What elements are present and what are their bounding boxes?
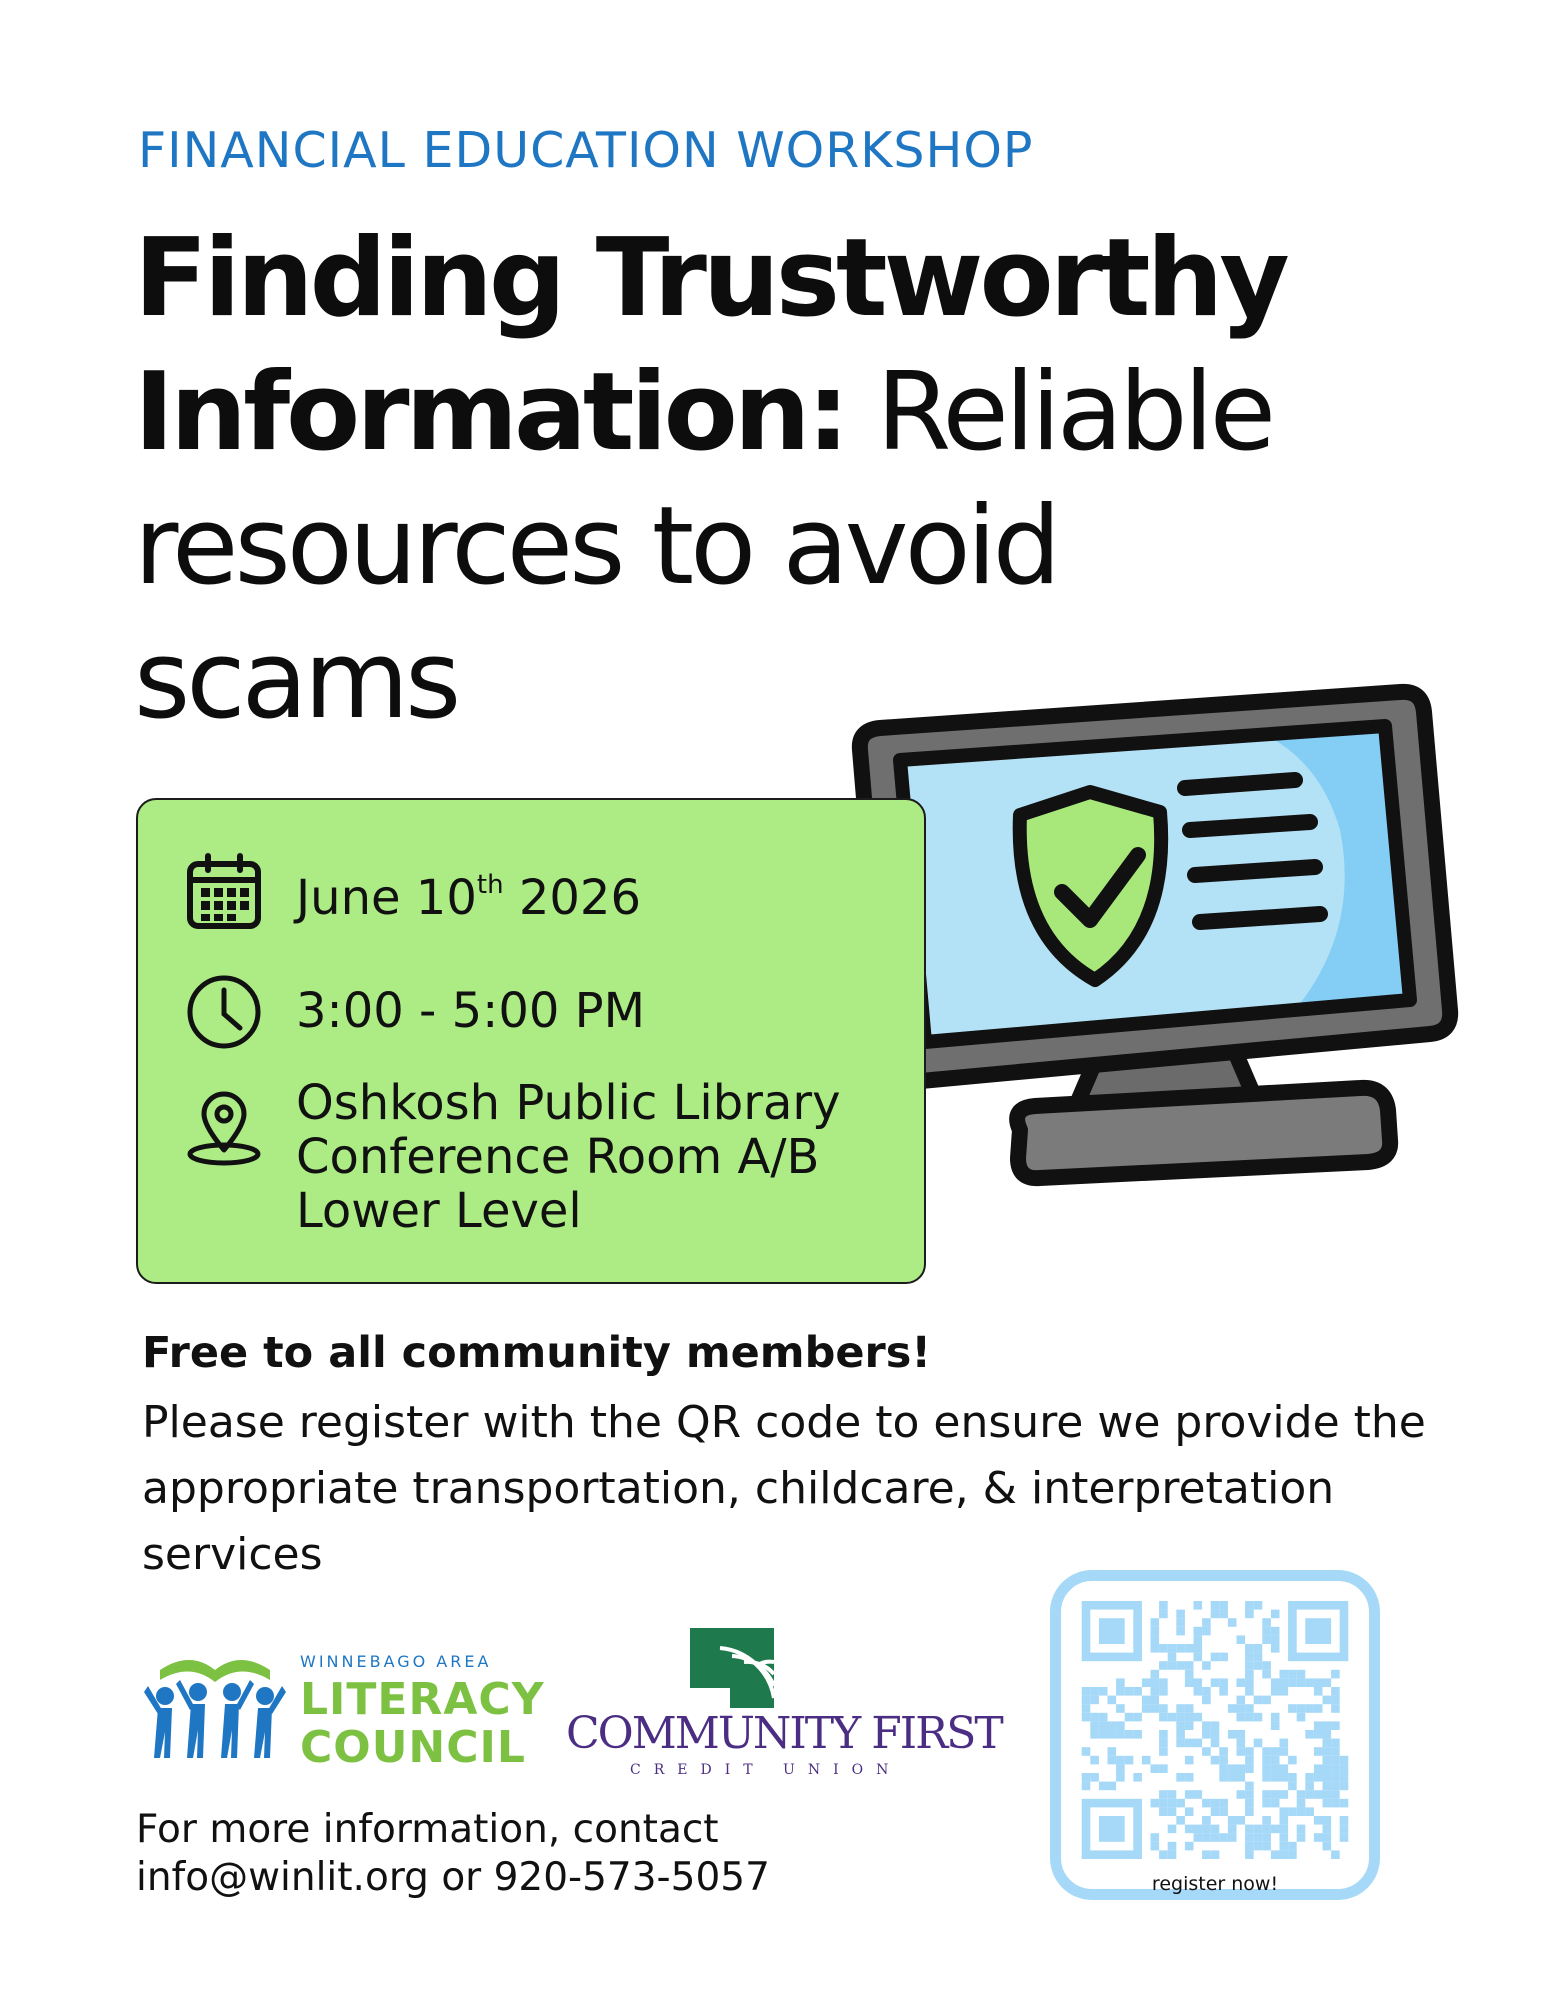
monitor-shield-check-icon bbox=[840, 630, 1480, 1210]
literacy-council-tagline: WINNEBAGO AREA bbox=[300, 1652, 492, 1671]
community-first-logo bbox=[560, 1628, 1002, 1788]
title-bold-line2: Information: bbox=[134, 350, 846, 475]
location-line2: Conference Room A/B bbox=[296, 1129, 820, 1185]
event-date: June 10th 2026 bbox=[296, 870, 641, 926]
location-line1: Oshkosh Public Library bbox=[296, 1075, 841, 1131]
clock-icon bbox=[184, 972, 264, 1052]
event-location bbox=[296, 1076, 841, 1238]
title-light-line3: scams bbox=[134, 618, 458, 743]
community-first-subtitle: CREDIT UNION bbox=[630, 1762, 902, 1778]
calendar-icon bbox=[184, 852, 264, 932]
title-light-line2: resources to avoid bbox=[134, 484, 1058, 609]
free-statement: Free to all community members! bbox=[142, 1328, 931, 1378]
contact-line2[interactable]: info@winlit.org or 920-573-5057 bbox=[136, 1855, 770, 1900]
qr-code[interactable] bbox=[1081, 1601, 1349, 1859]
literacy-council-word2: COUNCIL bbox=[300, 1722, 526, 1773]
literacy-council-logo bbox=[140, 1640, 545, 1773]
title-bold-line1: Finding Trustworthy bbox=[134, 216, 1286, 341]
title-light-line1: Reliable bbox=[845, 350, 1273, 475]
map-pin-icon bbox=[184, 1090, 264, 1170]
contact-info bbox=[136, 1806, 770, 1902]
qr-code-frame[interactable] bbox=[1050, 1570, 1380, 1900]
community-first-mark-icon bbox=[690, 1628, 774, 1708]
event-time: 3:00 - 5:00 PM bbox=[296, 983, 646, 1039]
contact-line1: For more information, contact bbox=[136, 1807, 719, 1852]
community-first-name: COMMUNITY FIRST bbox=[566, 1708, 1002, 1759]
reading-people-icon bbox=[140, 1640, 290, 1770]
literacy-council-word1: LITERACY bbox=[300, 1674, 545, 1725]
location-line3: Lower Level bbox=[296, 1183, 582, 1239]
register-instructions: Please register with the QR code to ensure we provide the appropriate transportation, childcare, & interpretation services bbox=[142, 1397, 1426, 1580]
event-details-box bbox=[136, 798, 926, 1284]
workshop-kicker: FINANCIAL EDUCATION WORKSHOP bbox=[138, 122, 1034, 179]
qr-register-label: register now! bbox=[1151, 1873, 1279, 1895]
